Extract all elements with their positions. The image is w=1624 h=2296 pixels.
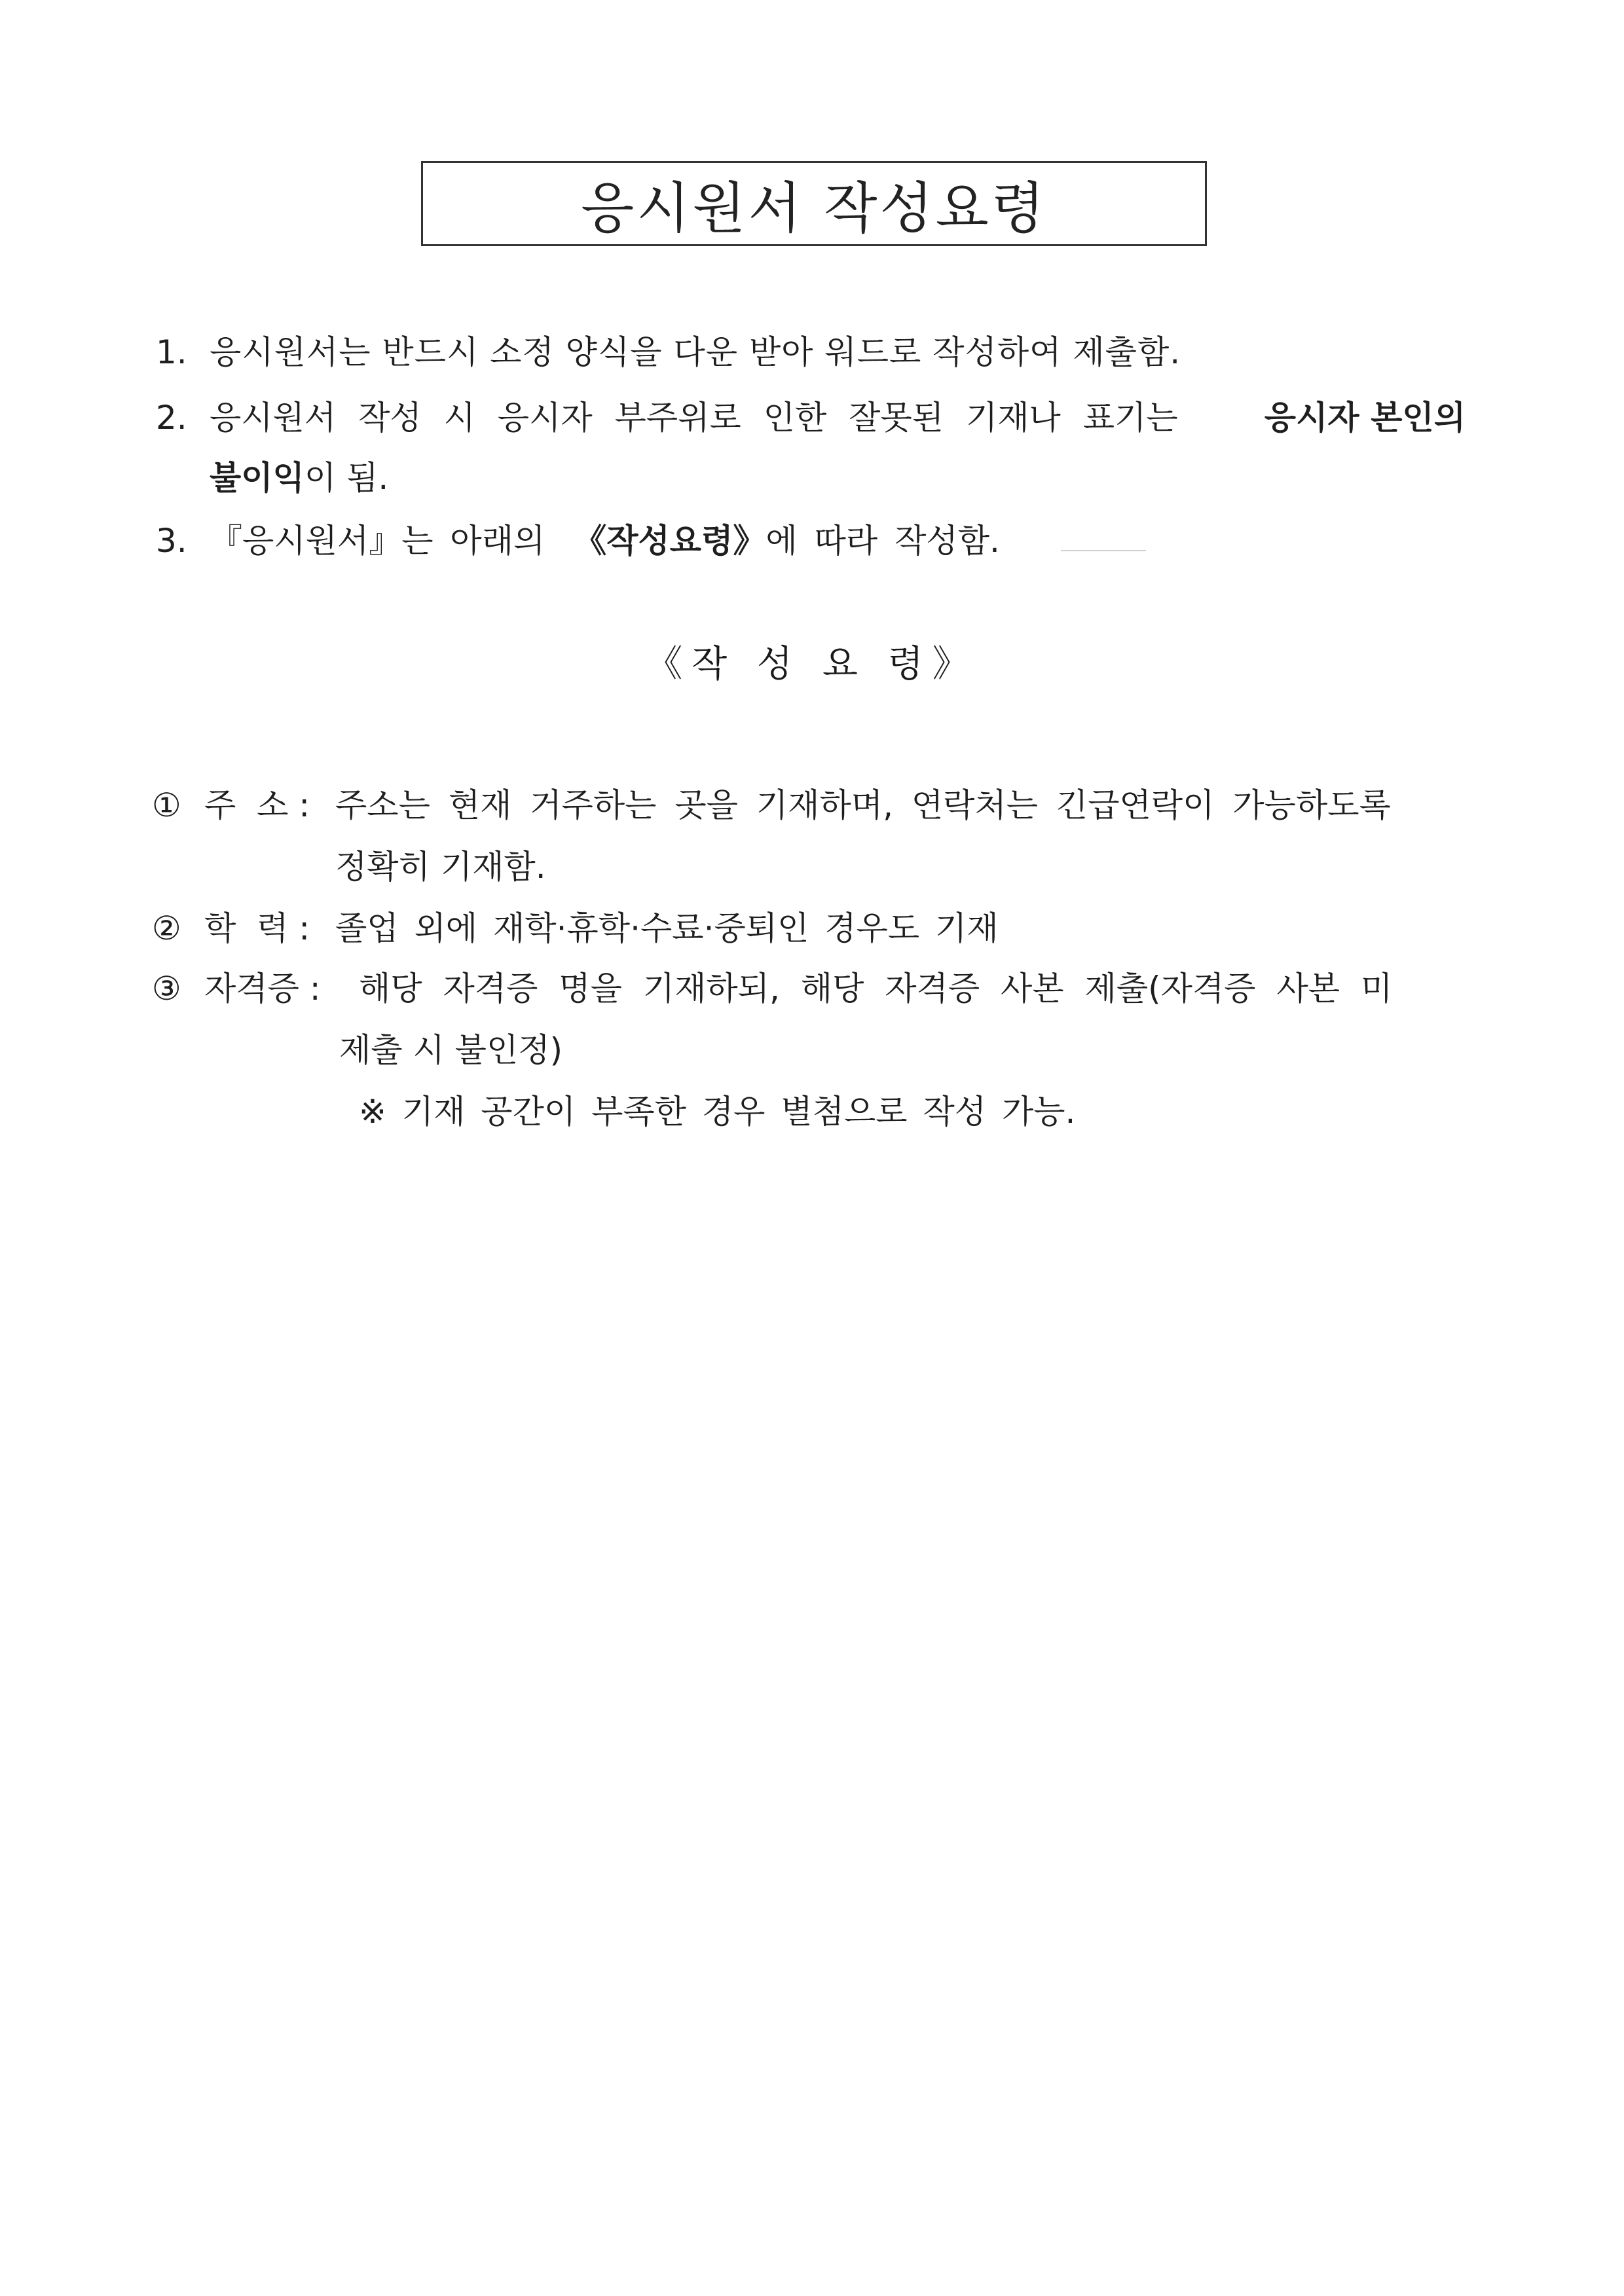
- guide-2-text: 졸업 외에 재학·휴학·수료·중퇴인 경우도 기재: [335, 909, 999, 947]
- instruction-3-bold: 《작성요령》: [574, 522, 766, 560]
- guide-3-continuation: 제출 시 불인정): [339, 1031, 563, 1069]
- guide-2-label: 학 력 :: [204, 909, 310, 947]
- instruction-1-text: 응시원서는 반드시 소정 양식을 다운 받아 워드로 작성하여 제출함.: [210, 333, 1181, 371]
- title-box: [421, 161, 1207, 246]
- instruction-1-number: 1.: [156, 333, 187, 371]
- guide-1-text-content: 주소는 현재 거주하는 곳을 기재하며, 연락처는 긴급연락이 가능하도록: [335, 786, 1391, 824]
- instruction-3-text: [210, 521, 1000, 560]
- guide-heading: 《작 성 요 령》: [646, 643, 978, 685]
- guide-3-marker: ③: [152, 970, 181, 1008]
- guide-1-label: 주 소 :: [204, 786, 310, 824]
- instruction-2-plain: 응시원서 작성 시 응시자 부주위로 인한 잘못된 기재나 표기는: [210, 399, 1178, 437]
- faint-scan-line: [1061, 550, 1146, 551]
- instruction-3-number: 3.: [156, 522, 187, 560]
- instruction-2-number: 2.: [156, 399, 187, 437]
- guide-1-text: [335, 786, 1466, 825]
- instruction-2-cont-bold: 불이익: [210, 459, 304, 497]
- instruction-2-continuation: [210, 458, 388, 498]
- page-title: 응시원서 작성요령: [581, 175, 1047, 240]
- guide-3-label: 자격증 :: [204, 970, 321, 1008]
- instruction-2-cont-plain: 이 됨.: [304, 459, 389, 497]
- guide-1-marker: ①: [152, 786, 181, 824]
- instruction-2-text: [210, 398, 1466, 437]
- guide-3-note: ※ 기재 공간이 부족한 경우 별첨으로 작성 가능.: [359, 1093, 1076, 1131]
- guide-1-continuation: 정확히 기재함.: [335, 848, 546, 886]
- guide-3-text: 해당 자격증 명을 기재하되, 해당 자격증 사본 제출(자격증 사본 미: [359, 970, 1393, 1008]
- instruction-1: [156, 333, 187, 372]
- instruction-3-prefix: 『응시원서』는 아래의: [210, 522, 545, 560]
- instruction-3-suffix: 에 따라 작성함.: [766, 522, 1000, 560]
- guide-2-marker: ②: [152, 909, 181, 947]
- instruction-2-bold: 응시자 본인의: [1264, 399, 1466, 437]
